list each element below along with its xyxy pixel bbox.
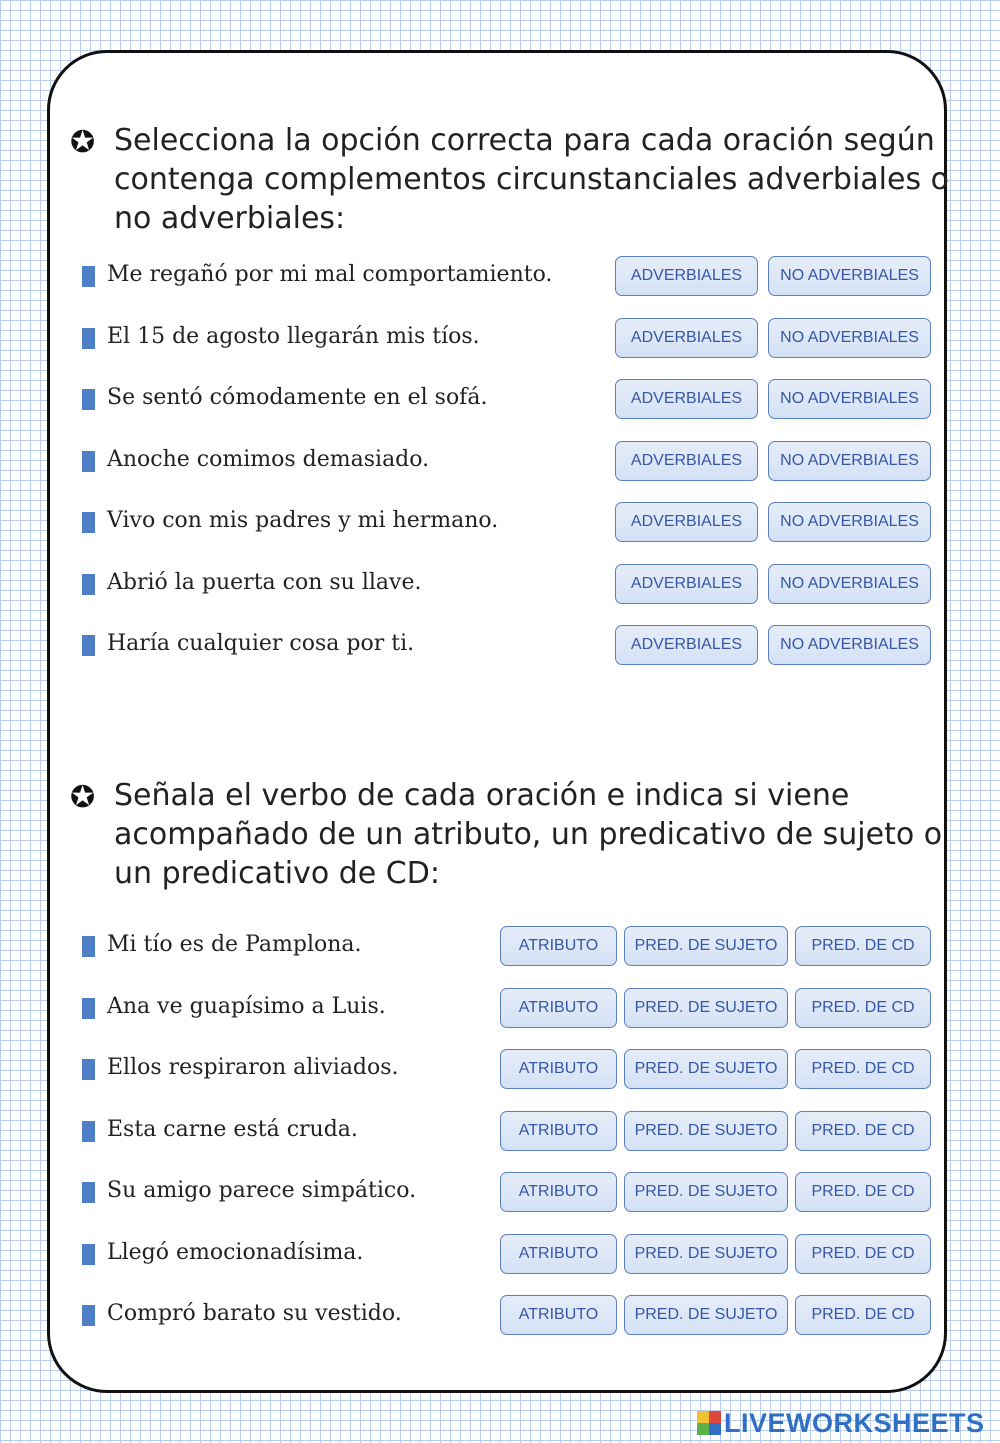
bullet-icon: [82, 328, 95, 349]
bullet-icon: [82, 635, 95, 656]
option-button[interactable]: ATRIBUTO: [500, 1111, 617, 1151]
option-button[interactable]: NO ADVERBIALES: [768, 256, 931, 296]
section2-heading: [70, 776, 950, 893]
option-button[interactable]: PRED. DE SUJETO: [624, 1234, 788, 1274]
option-button[interactable]: PRED. DE SUJETO: [624, 1111, 788, 1151]
option-button[interactable]: ADVERBIALES: [615, 256, 758, 296]
section2-title: Señala el verbo de cada oración e indica si viene acompañado de un atributo, un predicativo de sujeto o un predicativo de CD:: [114, 778, 943, 891]
sentence-text: Vivo con mis padres y mi hermano.: [107, 508, 499, 533]
bullet-icon: [82, 266, 95, 287]
sentence-text: Ana ve guapísimo a Luis.: [107, 993, 386, 1019]
question-row: [0, 502, 1000, 544]
star-icon: ✪: [70, 125, 96, 160]
option-button[interactable]: PRED. DE CD: [795, 988, 931, 1028]
section1-title: Selecciona la opción correcta para cada oración según contenga complementos circunstanciales adverbiales o no adverbiales:: [114, 123, 949, 236]
option-button[interactable]: PRED. DE SUJETO: [624, 1049, 788, 1089]
bullet-icon: [82, 451, 95, 472]
sentence-text: Abrió la puerta con su llave.: [107, 569, 422, 595]
logo-square: [697, 1423, 709, 1435]
option-button[interactable]: NO ADVERBIALES: [768, 625, 931, 665]
question-row: [0, 1172, 1000, 1214]
option-button[interactable]: NO ADVERBIALES: [768, 441, 931, 481]
sentence-text: Haría cualquier cosa por ti.: [107, 631, 415, 656]
option-button[interactable]: ADVERBIALES: [615, 564, 758, 604]
sentence-text: Esta carne está cruda.: [107, 1116, 358, 1142]
bullet-icon: [82, 998, 95, 1019]
option-button[interactable]: PRED. DE CD: [795, 1172, 931, 1212]
bullet-icon: [82, 574, 95, 595]
option-button[interactable]: PRED. DE CD: [795, 926, 931, 966]
question-row: [0, 441, 1000, 483]
option-button[interactable]: PRED. DE CD: [795, 1295, 931, 1335]
sentence-text: Anoche comimos demasiado.: [107, 446, 430, 472]
option-button[interactable]: ATRIBUTO: [500, 1234, 617, 1274]
bullet-icon: [82, 512, 95, 533]
option-button[interactable]: ATRIBUTO: [500, 926, 617, 966]
sentence-text: El 15 de agosto llegarán mis tíos.: [107, 323, 480, 349]
bullet-icon: [82, 1244, 95, 1265]
option-button[interactable]: ADVERBIALES: [615, 318, 758, 358]
question-row: [0, 926, 1000, 968]
sentence-text: Compró barato su vestido.: [107, 1301, 402, 1326]
logo-square: [697, 1411, 709, 1423]
sentence-text: Me regañó por mi mal comportamiento.: [107, 262, 553, 287]
logo-square: [709, 1411, 721, 1423]
section1-heading: [70, 121, 950, 238]
option-button[interactable]: ATRIBUTO: [500, 1049, 617, 1089]
bullet-icon: [82, 1059, 95, 1080]
option-button[interactable]: ADVERBIALES: [615, 379, 758, 419]
option-button[interactable]: ATRIBUTO: [500, 1172, 617, 1212]
option-button[interactable]: NO ADVERBIALES: [768, 564, 931, 604]
question-row: [0, 564, 1000, 606]
option-button[interactable]: NO ADVERBIALES: [768, 379, 931, 419]
logo-icon: [697, 1411, 721, 1435]
option-button[interactable]: NO ADVERBIALES: [768, 502, 931, 542]
option-button[interactable]: ATRIBUTO: [500, 988, 617, 1028]
sentence-text: Se sentó cómodamente en el sofá.: [107, 385, 488, 410]
sentence-text: Llegó emocionadísima.: [107, 1239, 364, 1265]
bullet-icon: [82, 936, 95, 957]
question-row: [0, 625, 1000, 667]
question-row: [0, 988, 1000, 1030]
question-row: [0, 1234, 1000, 1276]
sentence-text: Ellos respiraron aliviados.: [107, 1055, 399, 1080]
option-button[interactable]: PRED. DE SUJETO: [624, 1295, 788, 1335]
option-button[interactable]: ADVERBIALES: [615, 502, 758, 542]
question-row: [0, 256, 1000, 298]
liveworksheets-logo: [697, 1405, 985, 1441]
star-icon: ✪: [70, 780, 96, 815]
sentence-text: Mi tío es de Pamplona.: [107, 932, 362, 957]
question-row: [0, 1111, 1000, 1153]
option-button[interactable]: ADVERBIALES: [615, 625, 758, 665]
logo-text: LIVEWORKSHEETS: [724, 1407, 985, 1438]
option-button[interactable]: PRED. DE SUJETO: [624, 988, 788, 1028]
sentence-text: Su amigo parece simpático.: [107, 1178, 417, 1203]
option-button[interactable]: PRED. DE CD: [795, 1049, 931, 1089]
question-row: [0, 1295, 1000, 1337]
bullet-icon: [82, 1182, 95, 1203]
option-button[interactable]: NO ADVERBIALES: [768, 318, 931, 358]
option-button[interactable]: ATRIBUTO: [500, 1295, 617, 1335]
option-button[interactable]: PRED. DE CD: [795, 1111, 931, 1151]
option-button[interactable]: PRED. DE CD: [795, 1234, 931, 1274]
question-row: [0, 318, 1000, 360]
bullet-icon: [82, 1121, 95, 1142]
bullet-icon: [82, 1305, 95, 1326]
option-button[interactable]: PRED. DE SUJETO: [624, 1172, 788, 1212]
option-button[interactable]: PRED. DE SUJETO: [624, 926, 788, 966]
question-row: [0, 1049, 1000, 1091]
bullet-icon: [82, 389, 95, 410]
question-row: [0, 379, 1000, 421]
logo-square: [709, 1423, 721, 1435]
option-button[interactable]: ADVERBIALES: [615, 441, 758, 481]
